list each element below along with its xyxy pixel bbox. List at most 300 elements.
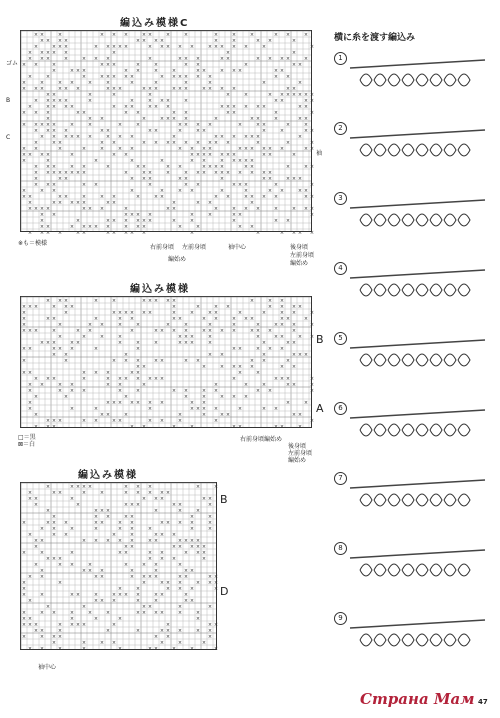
svg-text:×: × [93,538,99,544]
svg-text:×: × [297,134,303,140]
svg-text:×: × [69,104,75,110]
svg-text:×: × [195,580,201,586]
svg-text:×: × [123,376,129,382]
svg-text:×: × [303,194,309,200]
svg-text:×: × [255,230,261,236]
svg-text:×: × [135,370,141,376]
svg-text:×: × [75,86,81,92]
svg-text:×: × [249,116,255,122]
svg-text:×: × [141,574,147,580]
svg-text:×: × [33,412,39,418]
svg-text:×: × [87,122,93,128]
svg-text:×: × [45,158,51,164]
svg-text:×: × [231,104,237,110]
svg-text:×: × [237,122,243,128]
svg-text:×: × [123,490,129,496]
svg-text:×: × [153,194,159,200]
svg-text:×: × [93,298,99,304]
svg-text:×: × [219,164,225,170]
svg-text:×: × [81,146,87,152]
svg-text:×: × [207,74,213,80]
step-number: 4 [334,262,347,275]
svg-text:×: × [285,56,291,62]
step-number: 3 [334,192,347,205]
svg-text:×: × [57,322,63,328]
svg-text:×: × [213,484,219,490]
svg-text:×: × [129,544,135,550]
svg-text:×: × [303,92,309,98]
svg-text:×: × [33,176,39,182]
svg-text:×: × [21,86,27,92]
svg-text:×: × [111,152,117,158]
svg-text:×: × [261,352,267,358]
svg-text:×: × [291,50,297,56]
svg-text:×: × [99,194,105,200]
svg-text:×: × [171,206,177,212]
svg-text:×: × [159,400,165,406]
svg-text:×: × [219,412,225,418]
svg-text:×: × [45,604,51,610]
svg-text:×: × [39,568,45,574]
svg-text:×: × [291,38,297,44]
svg-text:×: × [141,32,147,38]
svg-text:×: × [87,484,93,490]
svg-text:×: × [207,322,213,328]
svg-text:×: × [201,316,207,322]
svg-text:×: × [141,140,147,146]
svg-text:×: × [27,152,33,158]
svg-text:×: × [291,176,297,182]
svg-text:×: × [201,550,207,556]
svg-text:×: × [207,212,213,218]
svg-text:×: × [243,394,249,400]
svg-text:×: × [21,122,27,128]
step-7 [330,470,500,530]
svg-text:×: × [51,122,57,128]
svg-text:×: × [75,230,81,236]
svg-text:×: × [243,182,249,188]
svg-text:×: × [291,382,297,388]
svg-text:×: × [51,200,57,206]
svg-text:×: × [225,140,231,146]
svg-text:×: × [213,388,219,394]
svg-text:×: × [117,310,123,316]
svg-text:×: × [171,68,177,74]
svg-text:×: × [27,400,33,406]
svg-text:×: × [285,316,291,322]
svg-text:×: × [279,68,285,74]
svg-text:×: × [165,104,171,110]
svg-text:×: × [51,376,57,382]
svg-text:×: × [27,382,33,388]
svg-text:×: × [63,394,69,400]
svg-text:×: × [171,310,177,316]
svg-text:×: × [255,388,261,394]
svg-text:×: × [279,322,285,328]
svg-text:×: × [201,152,207,158]
svg-text:×: × [51,188,57,194]
svg-text:×: × [195,484,201,490]
svg-text:×: × [237,146,243,152]
svg-text:×: × [267,92,273,98]
svg-text:×: × [309,230,315,236]
svg-text:×: × [183,32,189,38]
svg-text:×: × [237,68,243,74]
svg-text:×: × [123,230,129,236]
svg-text:×: × [27,622,33,628]
svg-text:×: × [39,212,45,218]
svg-text:×: × [159,74,165,80]
svg-text:×: × [177,316,183,322]
svg-text:×: × [171,502,177,508]
svg-text:×: × [39,50,45,56]
svg-text:×: × [93,316,99,322]
svg-text:×: × [285,164,291,170]
svg-text:×: × [261,122,267,128]
svg-text:×: × [171,532,177,538]
svg-text:×: × [33,140,39,146]
svg-text:×: × [33,328,39,334]
svg-text:×: × [27,370,33,376]
svg-text:×: × [285,376,291,382]
svg-text:×: × [105,218,111,224]
svg-text:×: × [255,370,261,376]
svg-text:×: × [273,116,279,122]
svg-text:×: × [297,304,303,310]
svg-text:×: × [183,340,189,346]
svg-text:×: × [81,200,87,206]
svg-text:×: × [183,122,189,128]
svg-text:×: × [153,298,159,304]
svg-text:×: × [105,230,111,236]
svg-text:×: × [183,328,189,334]
svg-text:×: × [111,218,117,224]
svg-text:×: × [291,152,297,158]
svg-text:×: × [129,158,135,164]
svg-text:×: × [159,328,165,334]
svg-text:×: × [123,224,129,230]
svg-text:×: × [255,134,261,140]
watermark: Страна Мам [360,690,475,708]
svg-text:×: × [105,62,111,68]
svg-text:×: × [303,146,309,152]
svg-text:×: × [123,514,129,520]
svg-text:×: × [63,38,69,44]
svg-text:×: × [183,56,189,62]
svg-text:×: × [231,182,237,188]
svg-text:×: × [21,616,27,622]
svg-text:×: × [195,508,201,514]
svg-text:×: × [117,616,123,622]
svg-text:×: × [57,490,63,496]
svg-text:×: × [237,158,243,164]
svg-text:×: × [27,388,33,394]
svg-text:×: × [159,496,165,502]
svg-text:×: × [171,556,177,562]
svg-text:×: × [69,164,75,170]
svg-text:×: × [87,206,93,212]
svg-text:×: × [309,92,315,98]
svg-text:×: × [177,580,183,586]
svg-text:×: × [273,110,279,116]
svg-text:×: × [117,376,123,382]
step-number: 9 [334,612,347,625]
svg-text:×: × [129,514,135,520]
svg-text:×: × [303,188,309,194]
svg-text:×: × [123,170,129,176]
svg-text:×: × [111,598,117,604]
svg-text:×: × [111,418,117,424]
step-2 [330,120,500,180]
svg-text:×: × [63,310,69,316]
svg-text:×: × [93,592,99,598]
svg-text:×: × [57,194,63,200]
svg-text:×: × [147,418,153,424]
svg-text:×: × [51,490,57,496]
svg-text:×: × [171,134,177,140]
svg-text:×: × [111,104,117,110]
svg-text:×: × [225,92,231,98]
svg-text:×: × [279,146,285,152]
svg-text:×: × [183,86,189,92]
svg-text:×: × [297,352,303,358]
svg-text:×: × [117,418,123,424]
svg-text:×: × [309,128,315,134]
svg-text:×: × [27,206,33,212]
svg-text:×: × [123,592,129,598]
svg-text:×: × [189,212,195,218]
svg-text:×: × [183,116,189,122]
svg-text:×: × [51,640,57,646]
svg-text:×: × [285,74,291,80]
svg-text:×: × [129,568,135,574]
svg-text:×: × [249,170,255,176]
svg-text:×: × [165,116,171,122]
svg-text:×: × [135,164,141,170]
step-number: 2 [334,122,347,135]
svg-text:×: × [123,358,129,364]
svg-text:×: × [201,164,207,170]
svg-text:×: × [183,334,189,340]
svg-text:×: × [153,104,159,110]
svg-text:×: × [273,32,279,38]
svg-text:×: × [219,104,225,110]
svg-text:×: × [171,140,177,146]
svg-text:×: × [117,382,123,388]
svg-text:×: × [267,304,273,310]
svg-text:×: × [267,328,273,334]
svg-text:×: × [135,502,141,508]
svg-text:×: × [87,80,93,86]
svg-text:×: × [33,538,39,544]
svg-text:×: × [231,206,237,212]
step-6 [330,400,500,460]
svg-text:×: × [123,502,129,508]
svg-text:×: × [57,334,63,340]
svg-text:×: × [69,526,75,532]
svg-text:×: × [177,544,183,550]
svg-text:×: × [33,622,39,628]
svg-text:×: × [21,158,27,164]
svg-text:×: × [45,424,51,430]
svg-text:×: × [111,532,117,538]
svg-text:×: × [39,152,45,158]
svg-text:×: × [303,32,309,38]
svg-text:×: × [177,86,183,92]
svg-text:×: × [279,316,285,322]
svg-text:×: × [153,128,159,134]
svg-text:×: × [93,370,99,376]
svg-text:×: × [99,116,105,122]
svg-text:×: × [147,400,153,406]
chart-c-title: 編込み模様C [120,18,190,29]
svg-text:×: × [147,604,153,610]
svg-text:×: × [171,74,177,80]
svg-text:×: × [153,38,159,44]
svg-text:×: × [279,188,285,194]
svg-text:×: × [105,538,111,544]
svg-text:×: × [267,146,273,152]
svg-text:×: × [81,110,87,116]
svg-text:×: × [141,38,147,44]
svg-text:×: × [129,146,135,152]
svg-text:×: × [81,164,87,170]
svg-text:×: × [51,556,57,562]
svg-text:×: × [51,532,57,538]
svg-text:×: × [189,400,195,406]
svg-text:×: × [195,140,201,146]
svg-text:×: × [27,616,33,622]
svg-text:×: × [273,98,279,104]
svg-text:×: × [177,74,183,80]
knitting-illustration [350,470,490,520]
svg-text:×: × [33,304,39,310]
svg-text:×: × [303,316,309,322]
svg-text:×: × [21,346,27,352]
svg-text:×: × [27,532,33,538]
label-back: 後身頃 [290,244,309,251]
chart-c-bottom-labels [150,236,320,276]
svg-text:×: × [291,92,297,98]
svg-text:×: × [141,224,147,230]
svg-text:×: × [81,568,87,574]
svg-text:×: × [273,194,279,200]
svg-text:×: × [75,200,81,206]
svg-text:×: × [129,538,135,544]
svg-text:×: × [249,316,255,322]
svg-text:×: × [207,340,213,346]
svg-text:×: × [171,304,177,310]
svg-text:×: × [51,92,57,98]
bracket-d-small: D [220,585,229,598]
svg-text:×: × [21,586,27,592]
svg-text:×: × [93,418,99,424]
svg-text:×: × [33,628,39,634]
svg-text:×: × [249,146,255,152]
svg-text:×: × [81,224,87,230]
svg-text:×: × [39,230,45,236]
left-label-rib: ゴム [6,60,19,67]
svg-text:×: × [261,358,267,364]
svg-text:×: × [231,86,237,92]
svg-text:×: × [57,230,63,236]
svg-text:×: × [285,86,291,92]
svg-text:×: × [189,520,195,526]
svg-text:×: × [57,86,63,92]
svg-text:×: × [189,334,195,340]
svg-text:×: × [33,502,39,508]
svg-text:×: × [285,92,291,98]
svg-text:×: × [45,170,51,176]
svg-text:×: × [135,194,141,200]
svg-text:×: × [213,194,219,200]
svg-text:×: × [237,424,243,430]
svg-text:×: × [273,322,279,328]
svg-text:×: × [51,212,57,218]
svg-text:×: × [153,568,159,574]
svg-text:×: × [123,218,129,224]
svg-text:×: × [213,140,219,146]
svg-text:×: × [123,550,129,556]
svg-text:×: × [171,116,177,122]
svg-text:×: × [39,646,45,652]
svg-text:×: × [261,382,267,388]
svg-text:×: × [231,44,237,50]
svg-text:×: × [255,104,261,110]
svg-text:×: × [153,358,159,364]
svg-text:×: × [177,146,183,152]
svg-text:×: × [165,98,171,104]
svg-text:×: × [21,62,27,68]
svg-text:×: × [201,394,207,400]
svg-text:×: × [69,616,75,622]
svg-text:×: × [81,490,87,496]
svg-text:×: × [309,382,315,388]
svg-text:×: × [99,640,105,646]
svg-text:×: × [219,394,225,400]
svg-text:×: × [219,328,225,334]
svg-text:×: × [129,502,135,508]
svg-text:×: × [183,598,189,604]
svg-text:×: × [285,218,291,224]
svg-text:×: × [147,92,153,98]
step-number: 7 [334,472,347,485]
svg-text:×: × [285,358,291,364]
svg-text:×: × [45,418,51,424]
svg-text:×: × [33,32,39,38]
svg-text:×: × [261,152,267,158]
svg-text:×: × [93,182,99,188]
svg-text:×: × [159,38,165,44]
svg-text:×: × [51,304,57,310]
svg-text:×: × [231,68,237,74]
svg-text:×: × [57,418,63,424]
svg-text:×: × [135,598,141,604]
svg-text:×: × [291,310,297,316]
step-number: 1 [334,52,347,65]
svg-text:×: × [279,298,285,304]
svg-text:×: × [135,340,141,346]
svg-text:×: × [291,412,297,418]
svg-text:×: × [129,424,135,430]
svg-text:×: × [285,140,291,146]
svg-text:×: × [189,598,195,604]
svg-text:×: × [147,44,153,50]
svg-text:×: × [99,490,105,496]
step-8 [330,540,500,600]
svg-text:×: × [21,322,27,328]
left-label-b: B [6,97,11,104]
